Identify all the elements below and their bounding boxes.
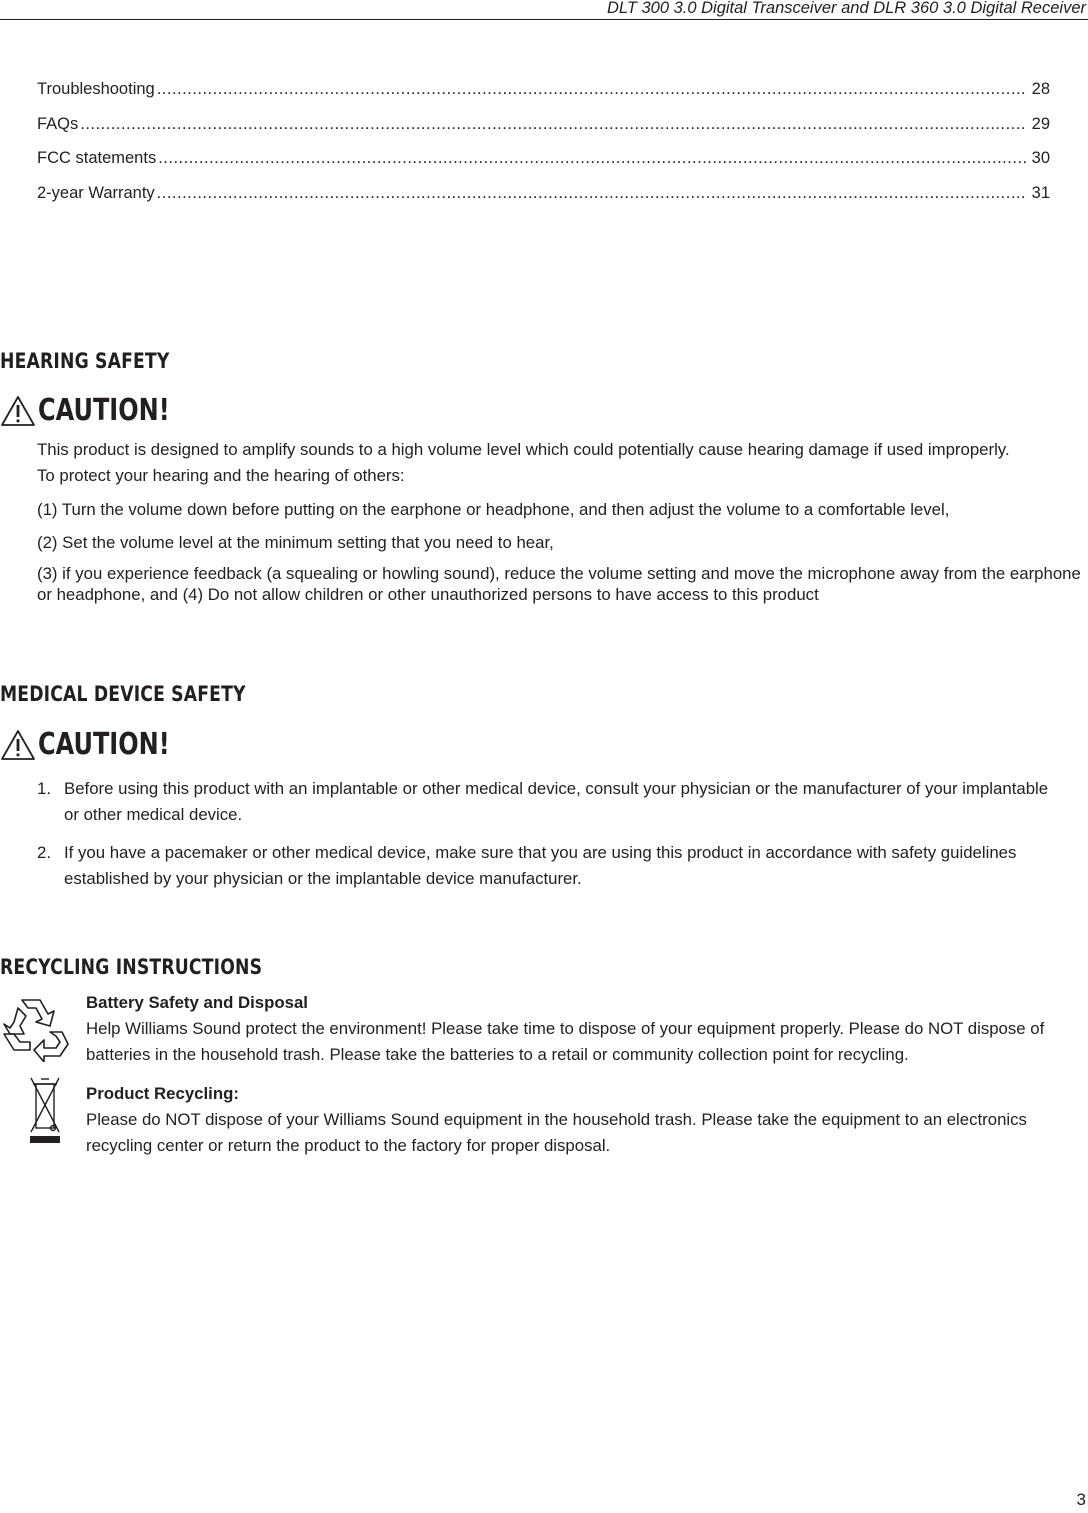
page-number: 3 — [1076, 1490, 1086, 1509]
battery-disposal-title: Battery Safety and Disposal — [86, 993, 308, 1012]
toc-leader — [158, 149, 1026, 168]
toc-leader — [157, 80, 1026, 99]
recycling-heading: RECYCLING INSTRUCTIONS — [0, 955, 263, 979]
list-text: Before using this product with an implantable or other medical device, consult your physician or the manufacturer of your implantable or other medical device. — [64, 779, 1049, 824]
toc-entry-label: FCC statements — [37, 149, 157, 167]
product-recycling-block — [86, 1081, 1086, 1159]
toc-entry-label: 2-year Warranty — [37, 183, 155, 202]
hearing-step: (1) Turn the volume down before putting on the earphone or headphone, and then adjust the volume to a comfortable level, — [37, 500, 950, 519]
warning-triangle-icon — [0, 729, 36, 761]
medical-list-item — [37, 776, 1054, 828]
caution-label: CAUTION! — [38, 393, 170, 428]
hearing-step: (2) Set the volume level at the minimum setting that you need to hear, — [37, 533, 554, 552]
running-header: DLT 300 3.0 Digital Transceiver and DLR 360 3.0 Digital Receiver — [606, 0, 1086, 17]
hearing-caution — [0, 393, 203, 428]
battery-disposal-text: Help Williams Sound protect the environment! Please take time to dispose of your equipment properly. Please do NOT dispose of batteries in the household trash. Please take the batteries to a retail or community collection point for recycling. — [86, 1019, 1045, 1064]
medical-caution — [0, 727, 203, 762]
product-recycling-title: Product Recycling: — [86, 1084, 239, 1103]
toc-entry[interactable] — [37, 149, 1050, 184]
medical-list-item — [37, 840, 1054, 892]
list-number: 1. — [37, 779, 51, 798]
toc-entry[interactable] — [37, 115, 1050, 150]
product-recycling-text: Please do NOT dispose of your Williams Sound equipment in the household trash. Please take the equipment to an electronics recycling center or return the product to the factory for proper disposal. — [86, 1110, 1027, 1155]
toc-leader — [80, 115, 1026, 134]
recycle-icon — [0, 994, 70, 1067]
toc-entry[interactable] — [37, 80, 1050, 115]
toc-entry-label: Troubleshooting — [37, 80, 155, 98]
warning-triangle-icon — [0, 395, 36, 427]
table-of-contents — [37, 80, 1050, 218]
toc-entry-page: 30 — [1031, 149, 1050, 167]
medical-safety-heading: MEDICAL DEVICE SAFETY — [0, 682, 246, 706]
battery-disposal-block — [86, 990, 1086, 1068]
toc-leader — [157, 184, 1026, 203]
list-number: 2. — [37, 843, 51, 862]
caution-label: CAUTION! — [38, 727, 170, 762]
weee-bin-icon — [30, 1076, 60, 1151]
toc-entry-label: FAQs — [37, 114, 79, 133]
toc-entry[interactable] — [37, 184, 1050, 219]
toc-entry-page: 31 — [1031, 183, 1050, 202]
header-rule — [0, 19, 1088, 20]
list-text: If you have a pacemaker or other medical device, make sure that you are using this product in accordance with safety guidelines established by your physician or the implantable device manufacturer. — [64, 843, 1017, 888]
toc-entry-page: 29 — [1031, 114, 1050, 133]
toc-entry-page: 28 — [1031, 80, 1050, 98]
hearing-step: (3) if you experience feedback (a squealing or howling sound), reduce the volume setting and move the microphone away from the earphone or headphone, and (4) Do not allow children or other unauthorized persons to have access to this product — [37, 564, 1081, 604]
hearing-safety-heading: HEARING SAFETY — [0, 349, 170, 373]
hearing-intro: This product is designed to amplify sounds to a high volume level which could potentially cause hearing damage if used improperly. To protect your hearing and the hearing of others: — [37, 440, 1010, 485]
